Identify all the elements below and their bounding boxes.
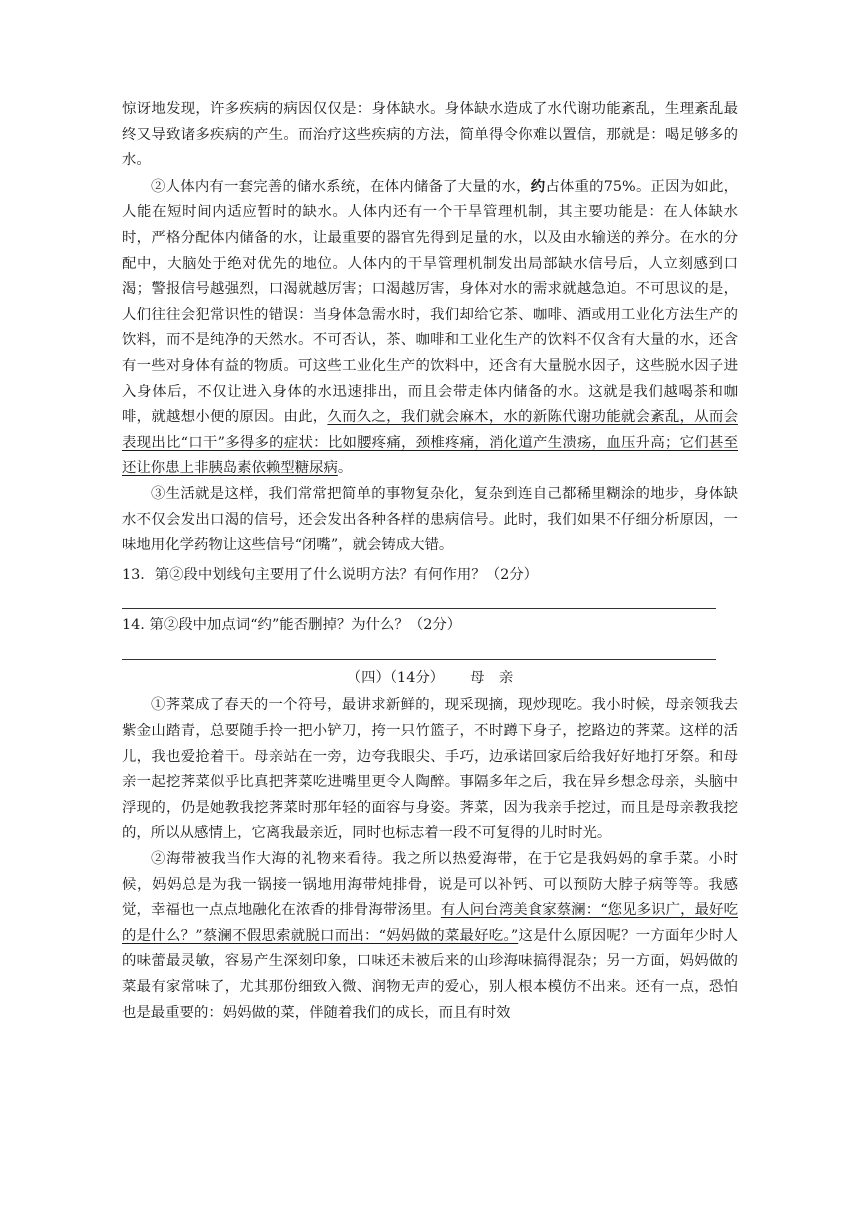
paragraph-2 bbox=[122, 174, 738, 482]
section-4-heading bbox=[122, 666, 738, 692]
underlined-sentence: 久而久之，我们就会麻木，水的新陈代谢功能就会紊乱，从而会表现出比“口干”多得多的症状：比如腰疼痛，颈椎疼痛，消化道产生溃疡，血压升高；它们甚至还让你患上非胰岛素依赖型糖尿病 bbox=[122, 409, 738, 477]
dotted-word: 约 bbox=[530, 177, 546, 195]
paragraph-3: ③生活就是这样，我们常常把简单的事物复杂化，复杂到连自己都稀里糊涂的地步，身体缺水不仅会发出口渴的信号，还会发出各种各样的患病信号。此时，我们如果不仔细分析原因，一味地用化学药物让这些信号“闭嘴”，就会铸成大错。 bbox=[122, 485, 738, 554]
section-4-paragraph-2 bbox=[122, 847, 738, 1026]
section-4-label: （四）（14分） bbox=[346, 669, 445, 686]
p2-text-a: ②人体内有一套完善的储水系统，在体内储备了大量的水， bbox=[151, 178, 531, 195]
underlined-quote: 有人问台湾美食家蔡澜：“您见多识广，最好吃的是什么？”蔡澜不假思索就脱口而出：“妈妈做的菜最好吃。” bbox=[122, 902, 738, 944]
question-14: 14. 第②段中加点词“约”能否删掉？为什么？（2分） bbox=[122, 617, 462, 634]
paragraph-intro: 惊讶地发现，许多疾病的病因仅仅是：身体缺水。身体缺水造成了水代谢功能紊乱，生理紊乱最终又导致诸多疾病的产生。而治疗这些疾病的方法，简单得令你难以置信，那就是：喝足够多的水。 bbox=[122, 101, 738, 169]
section-4-title: 母 亲 bbox=[470, 669, 514, 686]
p2-text-b: 占体重的75%。正因为如此，人能在短时间内适应暂时的缺水。人体内还有一个干旱管理机制，其主要功能是：在人体缺水时，严格分配体内储备的水，让最重要的器官先得到足量的水，以及由水输送的养分。在水的分配中，大脑处于绝对优先的地位。人体内的干旱管理机制发出局部缺水信号后，人立刻感到口渴；警报信号越强烈，口渴就越厉害；口渴越厉害，身体对水的需求就越急迫。不可思议的是，人们往往会犯常识性的错误：当身体急需水时，我们却给它茶、咖啡、酒或用工业化方法生产的饮料，而不是纯净的天然水。不可否认，茶、咖啡和工业化生产的饮料不仅含有大量的水，还含有一些对身体有益的物质。可这些工业化生产的饮料中，还含有大量脱水因子，这些脱水因子进入身体后，不仅让进入身体的水迅速排出，而且会带走体内储备的水。这就是我们越喝茶和咖啡，就越想小便的原因。由此， bbox=[122, 178, 738, 426]
s4p2-text-a: ②海带被我当作大海的礼物来看待。我之所以热爱海带，在于它是我妈妈的拿手菜。小时候，妈妈总是为我一锅接一锅地用海带炖排骨，说是可以补钙、可以预防大脖子病等等。我感觉，幸福也一点点地融化在浓香的排骨海带汤里。 bbox=[122, 851, 738, 919]
answer-line-14[interactable] bbox=[122, 639, 716, 660]
question-13: 13．第②段中划线句主要用了什么说明方法？有何作用？（2分） bbox=[122, 566, 539, 583]
s4p2-text-b: 这是什么原因呢？一方面年少时人的味蕾最灵敏，容易产生深刻印象，口味还未被后来的山珍海味搞得混杂；另一方面，妈妈做的菜最有家常味了，尤其那份细致入微、润物无声的爱心，别人根本模仿不出来。还有一点，恐怕也是最重要的：妈妈做的菜，伴随着我们的成长，而且有时效 bbox=[122, 927, 738, 1021]
answer-line-13[interactable] bbox=[122, 588, 716, 609]
section-4-paragraph-1: ①荠菜成了春天的一个符号，最讲求新鲜的，现采现摘，现炒现吃。我小时候，母亲领我去紫金山踏青，总要随手拎一把小铲刀，挎一只竹篮子，不时蹲下身子，挖路边的荠菜。这样的活儿，我也爱抢着干。母亲站在一旁，边夸我眼尖、手巧，边承诺回家后给我好好地打牙祭。和母亲一起挖荠菜似乎比真把荠菜吃进嘴里更令人陶醉。事隔多年之后，我在异乡想念母亲，头脑中浮现的，仍是她教我挖荠菜时那年轻的面容与身姿。荠菜，因为我亲手挖过，而且是母亲教我挖的，所以从感情上，它离我最亲近，同时也标志着一段不可复得的儿时时光。 bbox=[122, 697, 738, 842]
p2-text-end: 。 bbox=[337, 460, 353, 477]
